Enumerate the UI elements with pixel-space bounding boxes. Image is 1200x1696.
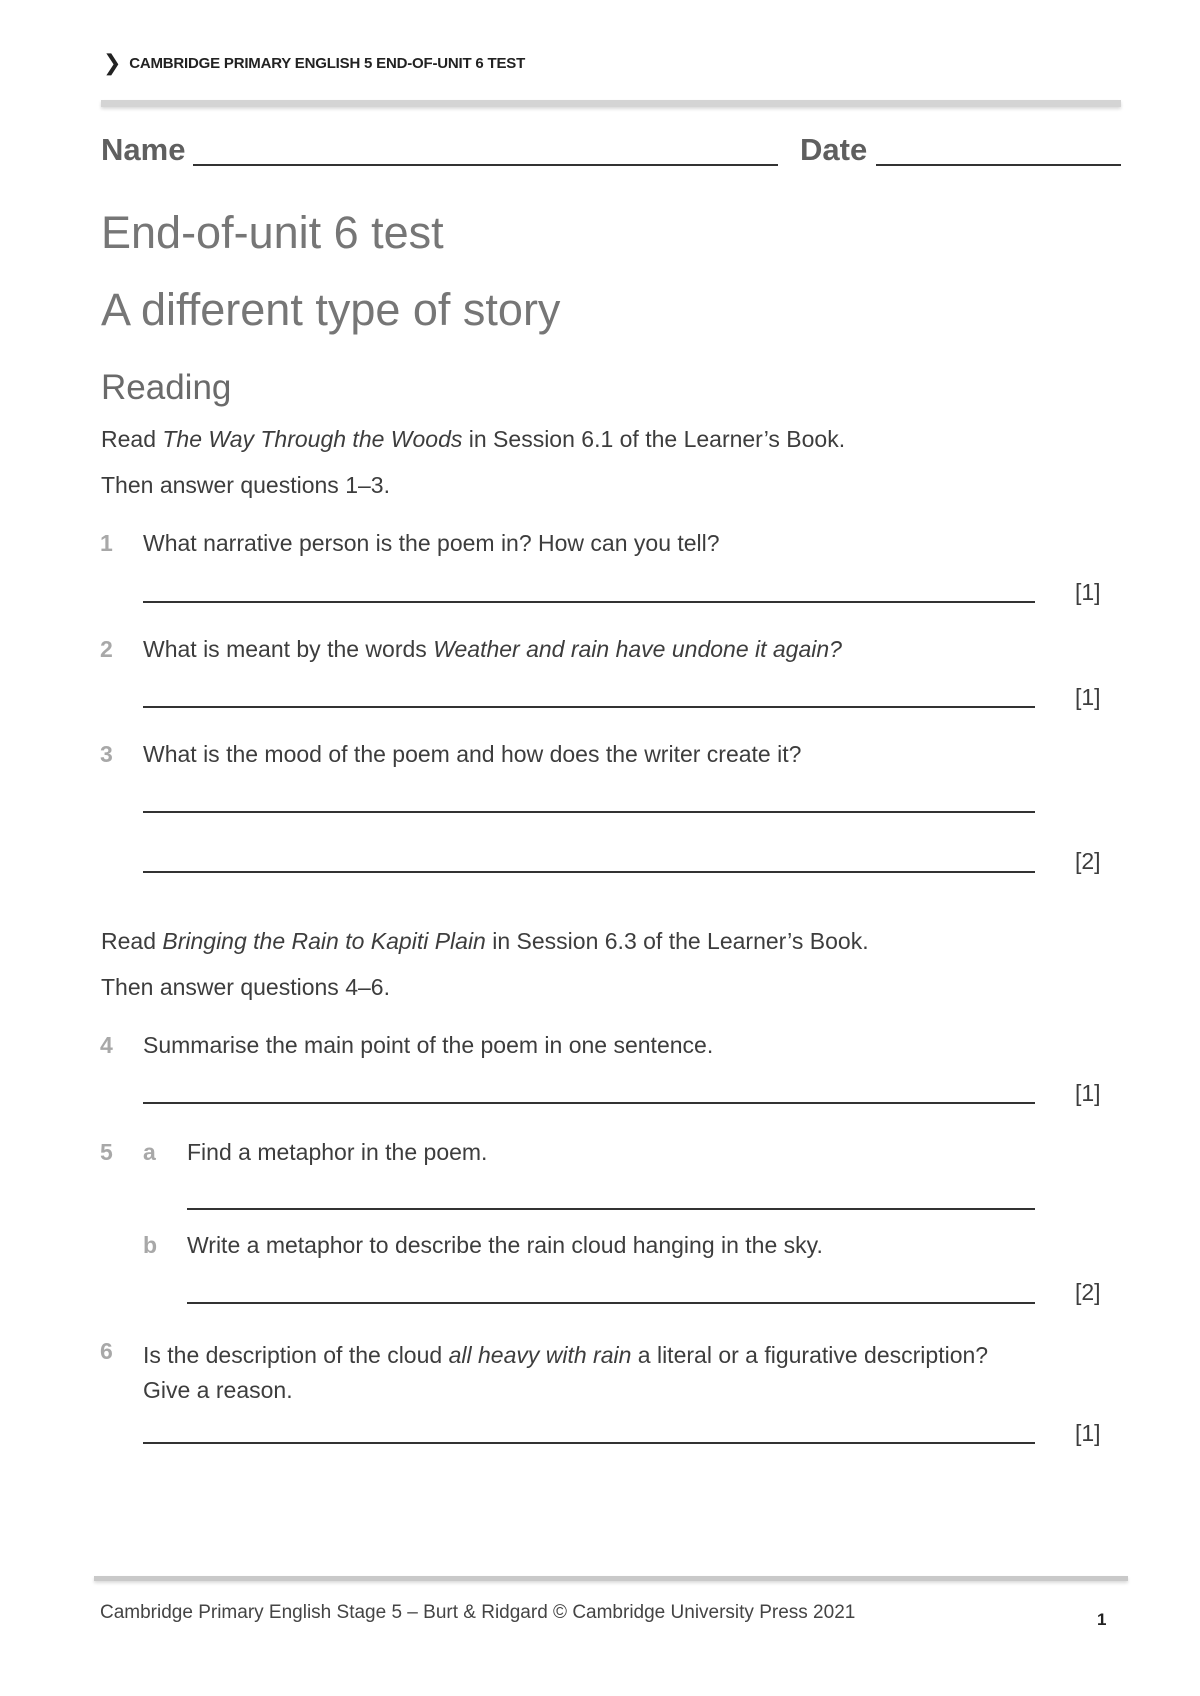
quoted-phrase: all heavy with rain — [448, 1342, 632, 1368]
answer-line[interactable] — [143, 1102, 1035, 1104]
intro-1-instruction: Read The Way Through the Woods in Session 6.1 of the Learner’s Book. — [101, 426, 846, 452]
poem-title: The Way Through the Woods — [162, 426, 463, 452]
subquestion-label: a — [143, 1139, 156, 1165]
answer-line[interactable] — [143, 1442, 1035, 1444]
footer-credit: Cambridge Primary English Stage 5 – Burt & Ridgard © Cambridge University Press 2021 — [100, 1602, 856, 1623]
marks-label: [2] — [1075, 848, 1101, 874]
question-number: 1 — [100, 530, 113, 556]
marks-label: [1] — [1075, 579, 1101, 605]
chevron-right-icon: ❯ — [103, 50, 122, 75]
marks-label: [1] — [1075, 1420, 1101, 1446]
unit-subtitle: A different type of story — [101, 284, 561, 335]
question-2-text: What is meant by the words Weather and rain have undone it again? — [143, 636, 842, 662]
answer-line[interactable] — [143, 811, 1035, 813]
page-number: 1 — [1097, 1610, 1107, 1629]
question-6-text: Is the description of the cloud all heavy with rain a literal or a figurative description? Give a reason. — [143, 1342, 989, 1403]
question-3-text: What is the mood of the poem and how does the writer create it? — [143, 741, 802, 767]
subquestion-label: b — [143, 1232, 158, 1258]
running-header-label: CAMBRIDGE PRIMARY ENGLISH 5 END-OF-UNIT 6 TEST — [129, 55, 526, 72]
question-1-text: What narrative person is the poem in? How can you tell? — [143, 530, 720, 556]
footer-divider — [94, 1576, 1128, 1581]
running-header — [103, 50, 525, 76]
name-label: Name — [101, 132, 186, 167]
question-5a-text: Find a metaphor in the poem. — [187, 1139, 488, 1165]
question-number: 3 — [100, 741, 113, 767]
question-number: 5 — [100, 1139, 113, 1165]
answer-line[interactable] — [143, 601, 1035, 603]
answer-line[interactable] — [187, 1302, 1035, 1304]
quoted-line: Weather and rain have undone it again? — [433, 636, 842, 662]
answer-line[interactable] — [187, 1208, 1035, 1210]
question-number: 4 — [100, 1032, 113, 1058]
answer-line[interactable] — [143, 706, 1035, 708]
question-number: 6 — [100, 1338, 113, 1364]
marks-label: [2] — [1075, 1279, 1101, 1305]
intro-2-then: Then answer questions 4–6. — [101, 974, 390, 1000]
section-heading: Reading — [101, 368, 232, 407]
name-field[interactable] — [193, 164, 778, 166]
marks-label: [1] — [1075, 1080, 1101, 1106]
question-5b-text: Write a metaphor to describe the rain cloud hanging in the sky. — [187, 1232, 823, 1258]
intro-1-then: Then answer questions 1–3. — [101, 472, 390, 498]
intro-2-instruction: Read Bringing the Rain to Kapiti Plain in Session 6.3 of the Learner’s Book. — [101, 928, 869, 954]
date-field[interactable] — [876, 164, 1121, 166]
poem-title: Bringing the Rain to Kapiti Plain — [162, 928, 486, 954]
answer-line[interactable] — [143, 871, 1035, 873]
date-label: Date — [800, 132, 868, 167]
header-divider — [101, 100, 1121, 107]
test-title: End-of-unit 6 test — [101, 207, 444, 258]
question-number: 2 — [100, 636, 113, 662]
question-4-text: Summarise the main point of the poem in one sentence. — [143, 1032, 714, 1058]
marks-label: [1] — [1075, 684, 1101, 710]
